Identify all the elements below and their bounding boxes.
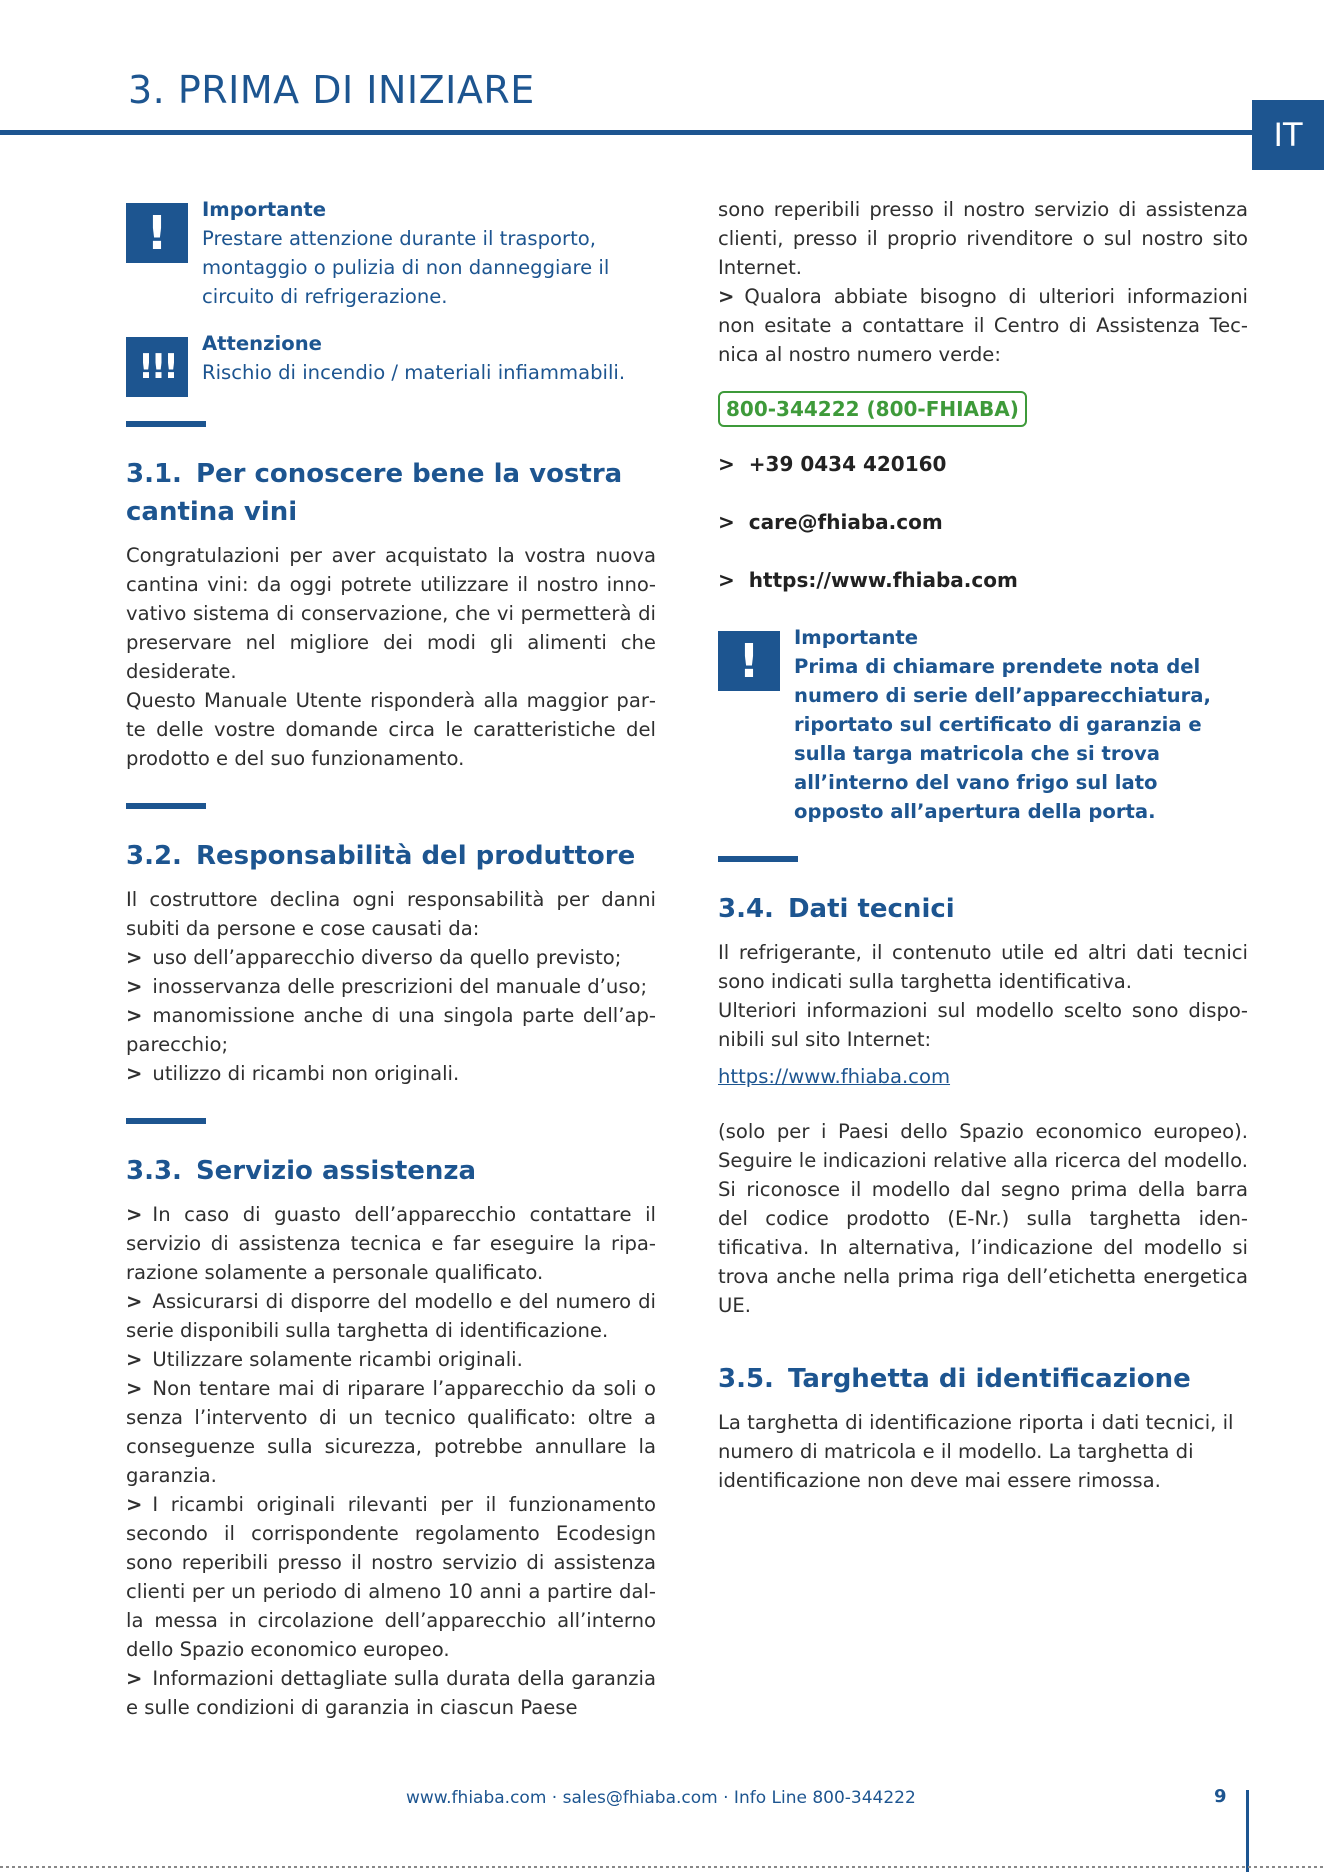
list-item: > Informazioni dettagliate sulla durata della garanzia e sulle condizioni di garanzia in ciascun Paese <box>126 1667 656 1719</box>
paragraph: (solo per i Paesi dello Spazio economico europeo). Seguire le indicazioni relative alla ricerca del modello. Si riconosce il modello dal segno prima della barra del codice prodotto (E-Nr.) sulla targhetta identificativa. In alternativa, l’indicazione del modello si trova anche nella prima riga dell’etichetta energetica UE. <box>718 1120 1248 1317</box>
email-address[interactable]: > care@fhiaba.com <box>718 510 943 534</box>
section-heading-3-1: 3.1. Per conoscere bene la vostra cantina vini <box>126 459 623 527</box>
paragraph: Ulteriori informazioni sul modello scelto sono disponibili sul sito Internet: <box>718 999 1248 1051</box>
list-item: > manomissione anche di una singola parte dell’apparecchio; <box>126 1004 656 1056</box>
notice-title: Attenzione <box>202 332 322 355</box>
page-rule <box>1246 1790 1249 1872</box>
paragraph: Il costruttore declina ogni responsabilità per danni subiti da persone e cose causati da: <box>126 888 656 940</box>
section-heading-3-5: 3.5. Targhetta di identificazione <box>718 1364 1191 1394</box>
exclamation-icon: ! <box>718 631 780 691</box>
right-column <box>718 195 1248 1495</box>
section-divider <box>126 421 206 427</box>
paragraph: sono reperibili presso il nostro servizio di assistenza clienti, presso il proprio rivenditore o sul nostro sito Internet. <box>718 198 1248 279</box>
page-title: 3. PRIMA DI INIZIARE <box>128 68 535 112</box>
notice-body: Prima di chiamare prendete nota del numero di serie dell’apparecchiatura, riportato sul certificato di garanzia e sulla targa matricola che si trova all’interno del vano frigo sul lato opposto all’apertura della porta. <box>794 655 1211 823</box>
list-item: > utilizzo di ricambi non originali. <box>126 1062 460 1085</box>
language-tab: IT <box>1252 100 1324 170</box>
section-divider <box>126 1118 206 1124</box>
paragraph: Congratulazioni per aver acquistato la vostra nuova cantina vini: da oggi potrete utilizzare il nostro innovativo sistema di conservazione, che vi permetterà di preservare nel migliore dei modi gli alimenti che desiderate. <box>126 544 656 683</box>
section-heading-3-4: 3.4. Dati tecnici <box>718 894 955 924</box>
paragraph: Questo Manuale Utente risponderà alla maggior parte delle vostre domande circa le caratteristiche del prodotto e del suo funzionamento. <box>126 689 656 770</box>
website-link[interactable]: https://www.fhiaba.com <box>718 1065 951 1088</box>
left-column <box>126 195 656 1722</box>
notice-body: Rischio di incendio / materiali infiammabili. <box>202 361 626 384</box>
triple-exclamation-icon: !!! <box>126 337 188 397</box>
list-item: > Non tentare mai di riparare l’apparecchio da soli o senza l’intervento di un tecnico qualificato: oltre a conseguenze sulla sicurezza, potrebbe annullare la garanzia. <box>126 1377 656 1487</box>
list-item: > uso dell’apparecchio diverso da quello previsto; <box>126 946 622 969</box>
notice-warning <box>126 329 656 397</box>
exclamation-icon: ! <box>126 203 188 263</box>
list-item: > In caso di guasto dell’apparecchio contattare il servizio di assistenza tecnica e far eseguire la riparazione solamente a personale qualificato. <box>126 1203 656 1284</box>
phone-number[interactable]: > +39 0434 420160 <box>718 452 947 476</box>
header-rule <box>0 130 1254 135</box>
section-divider <box>718 856 798 862</box>
website-link[interactable]: > https://www.fhiaba.com <box>718 568 1018 592</box>
section-heading-3-3: 3.3. Servizio assistenza <box>126 1156 477 1186</box>
list-item: > Qualora abbiate bisogno di ulteriori informazioni non esitate a contattare il Centro di Assistenza Tecnica al nostro numero verde: <box>718 285 1248 366</box>
list-item: > Assicurarsi di disporre del modello e del numero di serie disponibili sulla targhetta di identificazione. <box>126 1290 656 1342</box>
list-item: > inosservanza delle prescrizioni del manuale d’uso; <box>126 975 648 998</box>
page-number: 9 <box>1214 1786 1227 1807</box>
footer-contacts: www.fhiaba.com · sales@fhiaba.com · Info Line 800-344222 <box>406 1788 916 1808</box>
paragraph: La targhetta di identificazione riporta i dati tecnici, il numero di matricola e il modello. La targhetta di identificazione non deve mai essere rimossa. <box>718 1411 1234 1492</box>
notice-important <box>718 623 1248 826</box>
section-divider <box>126 803 206 809</box>
notice-important <box>126 195 656 311</box>
bottom-dotted-line <box>0 1866 1324 1868</box>
list-item: > Utilizzare solamente ricambi originali. <box>126 1348 523 1371</box>
notice-title: Importante <box>794 626 919 649</box>
paragraph: Il refrigerante, il contenuto utile ed altri dati tecnici sono indicati sulla targhetta identificativa. <box>718 941 1248 993</box>
list-item: > I ricambi originali rilevanti per il funzionamento secondo il corrispondente regolamento Ecodesign sono reperibili presso il nostro servizio di assistenza clienti per un periodo di almeno 10 anni a partire dalla messa in circolazione dell’apparecchio all’interno dello Spazio economico europeo. <box>126 1493 656 1661</box>
section-heading-3-2: 3.2. Responsabilità del produttore <box>126 841 636 871</box>
notice-body: Prestare attenzione durante il trasporto, montaggio o pulizia di non danneggiare il circuito di refrigerazione. <box>202 227 610 308</box>
notice-title: Importante <box>202 198 327 221</box>
toll-free-number[interactable]: 800-344222 (800-FHIABA) <box>718 391 1027 427</box>
